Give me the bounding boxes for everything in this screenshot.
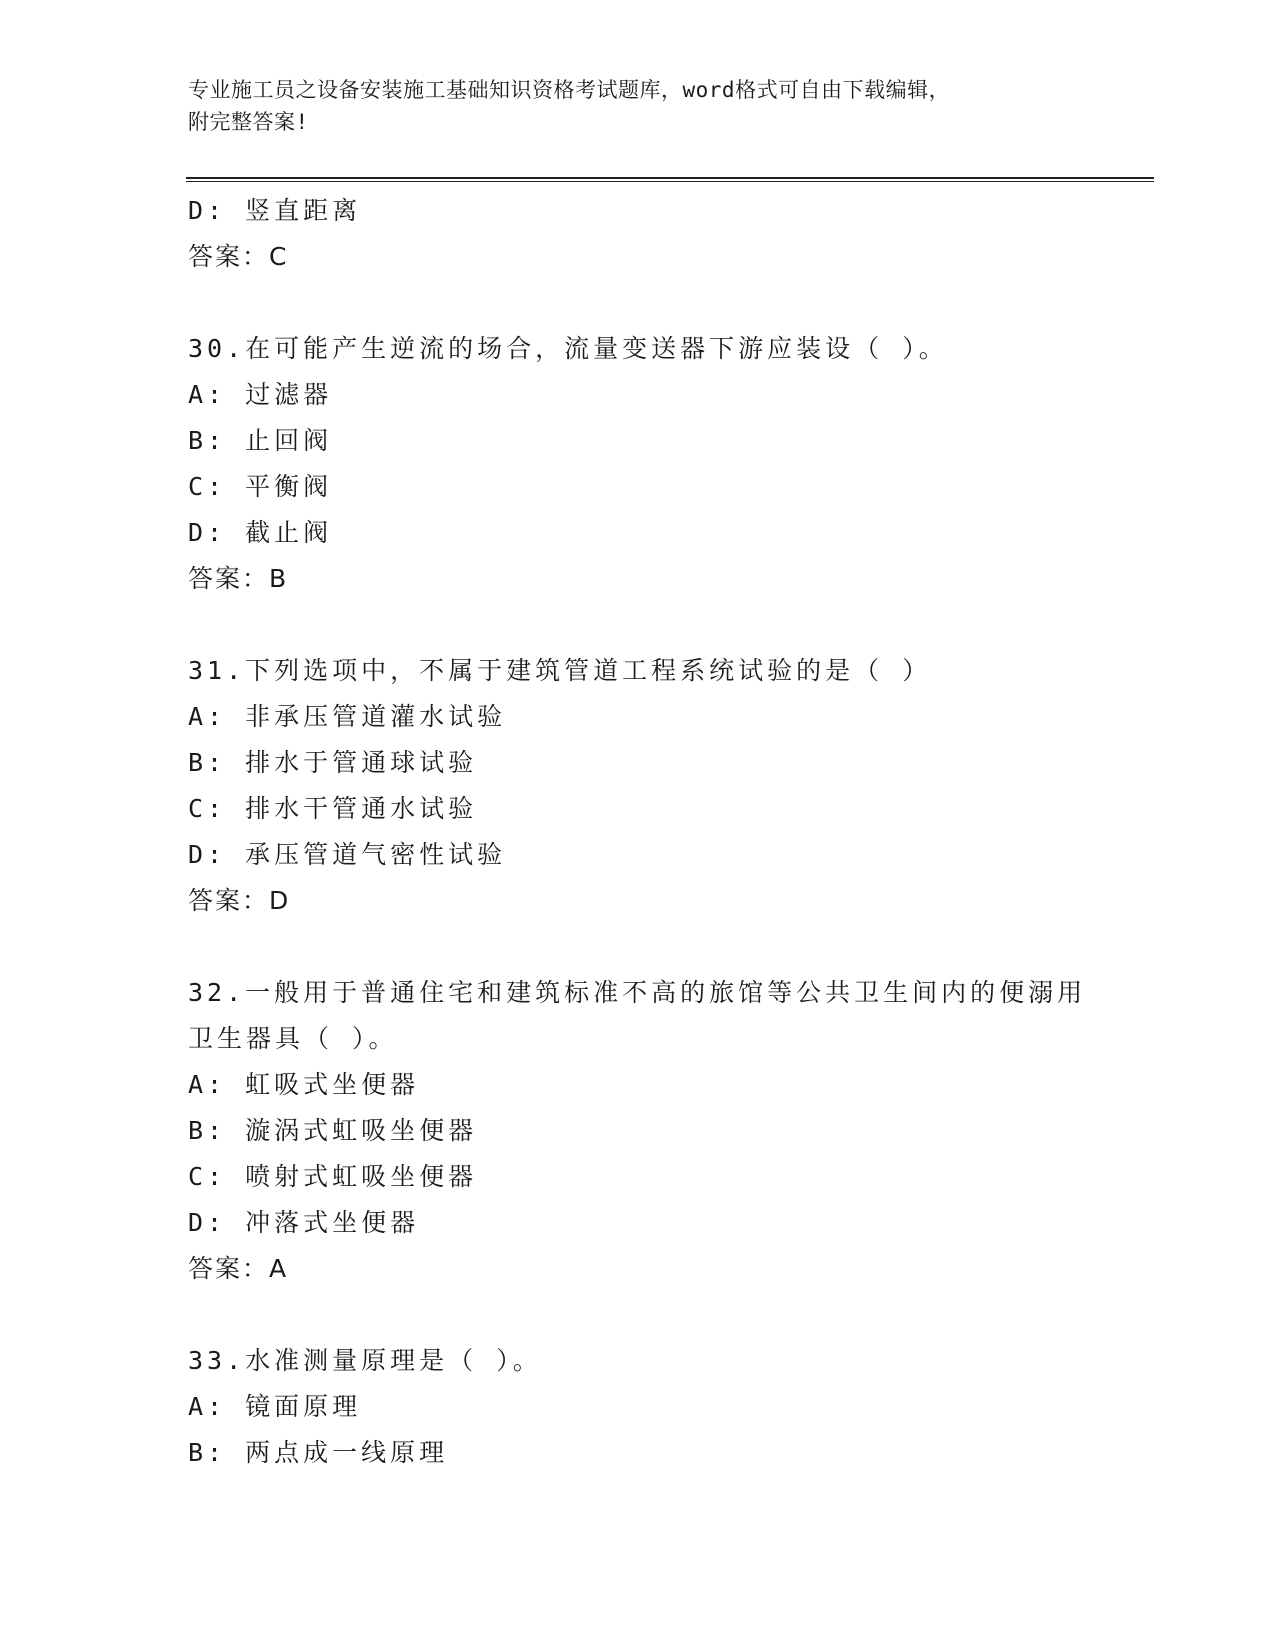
header-line-1: 专业施工员之设备安装施工基础知识资格考试题库，word格式可自由下载编辑， (188, 78, 951, 102)
option-d: D: 截止阀 (188, 518, 333, 547)
option-c: C: 排水干管通水试验 (188, 794, 478, 823)
answer: 答案：A (188, 1254, 289, 1283)
spacer (188, 924, 1088, 970)
option-a: A: 过滤器 (188, 380, 333, 409)
answer: 答案：D (188, 886, 291, 915)
answer: 答案：C (188, 242, 289, 271)
spacer (188, 1292, 1088, 1338)
question-stem: 31.下列选项中，不属于建筑管道工程系统试验的是（ ） (188, 656, 932, 685)
question-31 (188, 648, 1088, 924)
question-32 (188, 970, 1088, 1292)
option-c: C: 喷射式虹吸坐便器 (188, 1162, 478, 1191)
option-a: A: 非承压管道灌水试验 (188, 702, 507, 731)
question-list (188, 188, 1088, 1476)
option-a: A: 镜面原理 (188, 1392, 362, 1421)
spacer (188, 602, 1088, 648)
option-d: D: 竖直距离 (188, 196, 362, 225)
question-stem: 33.水准测量原理是（ ）。 (188, 1346, 542, 1375)
option-b: B: 止回阀 (188, 426, 333, 455)
page-header (188, 74, 1068, 138)
option-b: B: 两点成一线原理 (188, 1438, 449, 1467)
option-b: B: 漩涡式虹吸坐便器 (188, 1116, 478, 1145)
header-divider-thick (186, 177, 1154, 179)
answer: 答案：B (188, 564, 289, 593)
option-c: C: 平衡阀 (188, 472, 333, 501)
header-divider-thin (186, 181, 1154, 182)
question-33 (188, 1338, 1088, 1476)
question-stem-line-1: 32.一般用于普通住宅和建筑标准不高的旅馆等公共卫生间内的便溺用 (188, 978, 1087, 1007)
option-a: A: 虹吸式坐便器 (188, 1070, 420, 1099)
question-stem-line-2: 卫生器具（ ）。 (188, 1024, 398, 1053)
option-d: D: 承压管道气密性试验 (188, 840, 507, 869)
option-d: D: 冲落式坐便器 (188, 1208, 420, 1237)
question-stem: 30.在可能产生逆流的场合，流量变送器下游应装设（ ）。 (188, 334, 948, 363)
option-b: B: 排水于管通球试验 (188, 748, 478, 777)
spacer (188, 280, 1088, 326)
header-line-2: 附完整答案! (188, 110, 309, 134)
question-30 (188, 326, 1088, 602)
